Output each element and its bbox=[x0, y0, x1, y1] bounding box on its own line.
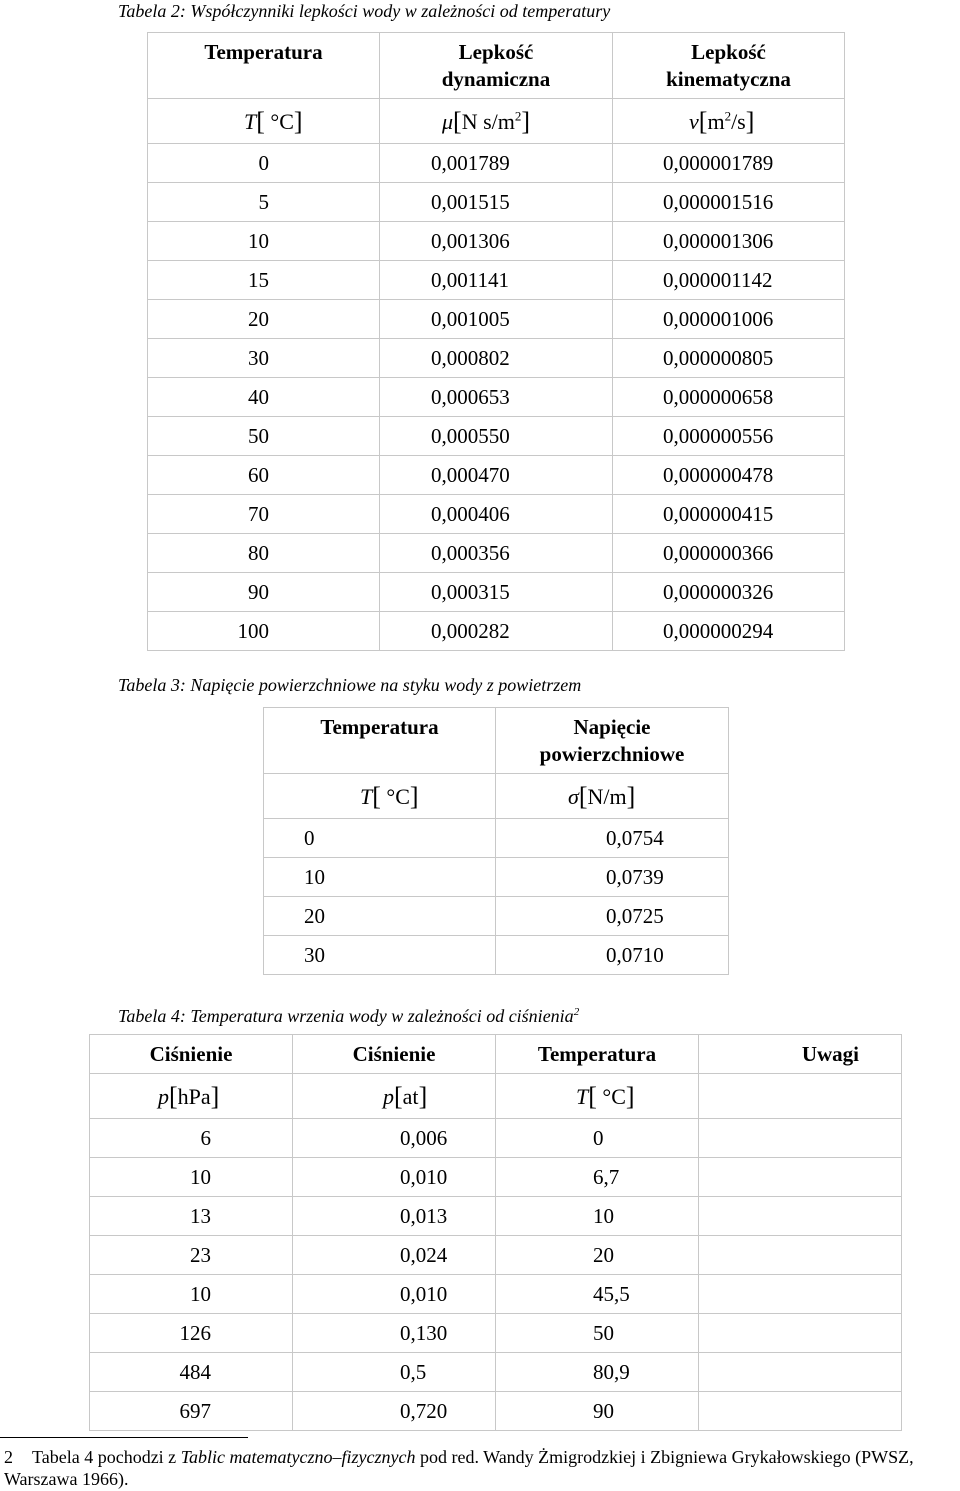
footnote: 2 Tabela 4 pochodzi z Tablic matematyczno–fizycznych pod red. Wandy Żmigrodzkiej i Zbigniewa Grykałowskiego (PWSZ, Warszawa 1966). bbox=[4, 1447, 914, 1489]
table-cell bbox=[699, 1314, 902, 1353]
table-cell: 0,000356 bbox=[380, 534, 613, 573]
unit-pressure-at: p[at] bbox=[293, 1074, 496, 1119]
footnote-separator bbox=[0, 1437, 248, 1438]
table-cell: 50 bbox=[496, 1314, 699, 1353]
table-row bbox=[90, 1119, 902, 1158]
table-cell: 0,000550 bbox=[380, 417, 613, 456]
table-row bbox=[90, 1197, 902, 1236]
table-row bbox=[90, 1275, 902, 1314]
table-cell: 20 bbox=[496, 1236, 699, 1275]
table-cell: 0,000315 bbox=[380, 573, 613, 612]
table-cell: 30 bbox=[148, 339, 380, 378]
boiling-point-table bbox=[89, 1034, 902, 1431]
table-row bbox=[148, 495, 845, 534]
table-row bbox=[90, 1353, 902, 1392]
table-cell: 6 bbox=[90, 1119, 293, 1158]
table-cell: 0,0754 bbox=[496, 819, 729, 858]
table-row bbox=[148, 222, 845, 261]
table-cell: 15 bbox=[148, 261, 380, 300]
table-cell: 0,0710 bbox=[496, 936, 729, 975]
table-row bbox=[148, 573, 845, 612]
unit-kinematic-viscosity: $v[m^2/s]$ bbox=[613, 99, 845, 144]
table-cell: 80,9 bbox=[496, 1353, 699, 1392]
table-cell: 0,000000658 bbox=[613, 378, 845, 417]
header-remarks: Uwagi bbox=[699, 1035, 902, 1074]
table-row bbox=[264, 897, 729, 936]
table-cell: 0,000282 bbox=[380, 612, 613, 651]
table2-caption: Tabela 2: Współczynniki lepkości wody w zależności od temperatury bbox=[118, 1, 611, 21]
table-cell: 20 bbox=[264, 897, 496, 936]
table-cell: 0 bbox=[148, 144, 380, 183]
table-cell: 90 bbox=[148, 573, 380, 612]
table-cell bbox=[699, 1353, 902, 1392]
table-cell bbox=[699, 1197, 902, 1236]
table-cell: 0,000001006 bbox=[613, 300, 845, 339]
table-cell: 23 bbox=[90, 1236, 293, 1275]
table-cell: 5 bbox=[148, 183, 380, 222]
table-cell: 0,001515 bbox=[380, 183, 613, 222]
table-cell: 40 bbox=[148, 378, 380, 417]
table-cell: 0,000802 bbox=[380, 339, 613, 378]
table-cell: 0,000653 bbox=[380, 378, 613, 417]
table-cell: 126 bbox=[90, 1314, 293, 1353]
table-cell: 0 bbox=[496, 1119, 699, 1158]
table-cell: 0,001789 bbox=[380, 144, 613, 183]
table-cell: 697 bbox=[90, 1392, 293, 1431]
table-cell: 0,000000366 bbox=[613, 534, 845, 573]
table-cell bbox=[699, 1158, 902, 1197]
footnote-number: 2 bbox=[4, 1447, 13, 1467]
viscosity-table bbox=[147, 32, 845, 651]
table-cell: 50 bbox=[148, 417, 380, 456]
table-cell: 60 bbox=[148, 456, 380, 495]
table-cell: 70 bbox=[148, 495, 380, 534]
table-cell: 30 bbox=[264, 936, 496, 975]
table-cell: 0,000000326 bbox=[613, 573, 845, 612]
table-row bbox=[90, 1236, 902, 1275]
table-cell: 0,0725 bbox=[496, 897, 729, 936]
table-cell: 0,000000556 bbox=[613, 417, 845, 456]
table-cell: 0,013 bbox=[293, 1197, 496, 1236]
table-cell: 0,000470 bbox=[380, 456, 613, 495]
table-row bbox=[148, 183, 845, 222]
table-cell: 0,000001306 bbox=[613, 222, 845, 261]
table-cell: 0,010 bbox=[293, 1158, 496, 1197]
table-cell: 10 bbox=[90, 1158, 293, 1197]
unit-temperature: T[ °C] bbox=[496, 1074, 699, 1119]
table-row bbox=[148, 378, 845, 417]
table-row bbox=[148, 261, 845, 300]
table-cell bbox=[699, 1119, 902, 1158]
footnote-book-title: Tablic matematyczno–fizycznych bbox=[180, 1447, 416, 1467]
table-cell: 0,130 bbox=[293, 1314, 496, 1353]
table-cell: 10 bbox=[148, 222, 380, 261]
table-row bbox=[90, 1314, 902, 1353]
header-kinematic-viscosity: Lepkość kinematyczna bbox=[613, 33, 845, 99]
table4-caption: Tabela 4: Temperatura wrzenia wody w zależności od ciśnienia$^2$ bbox=[118, 1006, 580, 1026]
table-cell: 10 bbox=[90, 1275, 293, 1314]
table-cell bbox=[699, 1392, 902, 1431]
table-row bbox=[148, 417, 845, 456]
table-row bbox=[264, 819, 729, 858]
surface-tension-table bbox=[263, 707, 729, 975]
header-temperature: Temperatura bbox=[148, 33, 380, 99]
table-cell: 0,000000478 bbox=[613, 456, 845, 495]
table-cell: 45,5 bbox=[496, 1275, 699, 1314]
unit-temperature: T[ °C] bbox=[148, 99, 380, 144]
header-surface-tension: Napięcie powierzchniowe bbox=[496, 708, 729, 774]
header-pressure-at: Ciśnienie bbox=[293, 1035, 496, 1074]
table-cell: 484 bbox=[90, 1353, 293, 1392]
table-cell: 0,000000294 bbox=[613, 612, 845, 651]
table-row bbox=[264, 936, 729, 975]
table-cell: 10 bbox=[264, 858, 496, 897]
table-row bbox=[148, 612, 845, 651]
table-cell: 100 bbox=[148, 612, 380, 651]
table-cell: 0,000000415 bbox=[613, 495, 845, 534]
table-cell: 0 bbox=[264, 819, 496, 858]
table-cell bbox=[699, 1236, 902, 1275]
table-cell: 0,006 bbox=[293, 1119, 496, 1158]
unit-temperature: T[ °C] bbox=[264, 774, 496, 819]
table-cell: 10 bbox=[496, 1197, 699, 1236]
header-dynamic-viscosity: Lepkość dynamiczna bbox=[380, 33, 613, 99]
table-cell: 20 bbox=[148, 300, 380, 339]
table-cell: 80 bbox=[148, 534, 380, 573]
table-cell: 13 bbox=[90, 1197, 293, 1236]
header-temperature: Temperatura bbox=[264, 708, 496, 774]
table-row bbox=[90, 1392, 902, 1431]
table-cell: 0,010 bbox=[293, 1275, 496, 1314]
unit-pressure-hpa: p[hPa] bbox=[90, 1074, 293, 1119]
unit-surface-tension: σ[N/m] bbox=[496, 774, 729, 819]
table-row bbox=[148, 300, 845, 339]
table-cell bbox=[699, 1275, 902, 1314]
table-row bbox=[90, 1158, 902, 1197]
footnote-reference: 2 bbox=[573, 1006, 580, 1018]
table-cell: 0,001005 bbox=[380, 300, 613, 339]
table-cell: 0,000001516 bbox=[613, 183, 845, 222]
table-cell: 0,0739 bbox=[496, 858, 729, 897]
table-cell: 0,001141 bbox=[380, 261, 613, 300]
table-cell: 90 bbox=[496, 1392, 699, 1431]
header-pressure-hpa: Ciśnienie bbox=[90, 1035, 293, 1074]
table-row bbox=[148, 144, 845, 183]
table-cell: 0,001306 bbox=[380, 222, 613, 261]
table-cell: 0,000001142 bbox=[613, 261, 845, 300]
header-temperature: Temperatura bbox=[496, 1035, 699, 1074]
table-cell: 0,5 bbox=[293, 1353, 496, 1392]
table-row bbox=[148, 456, 845, 495]
table-cell: 0,000001789 bbox=[613, 144, 845, 183]
table-row bbox=[264, 858, 729, 897]
table3-caption: Tabela 3: Napięcie powierzchniowe na styku wody z powietrzem bbox=[118, 675, 582, 695]
unit-dynamic-viscosity: μ[N $s/m^2$] bbox=[380, 99, 613, 144]
table-cell: 0,024 bbox=[293, 1236, 496, 1275]
table-cell: 0,720 bbox=[293, 1392, 496, 1431]
table-cell: 0,000406 bbox=[380, 495, 613, 534]
table-row bbox=[148, 339, 845, 378]
table-row bbox=[148, 534, 845, 573]
unit-remarks-empty bbox=[699, 1074, 902, 1119]
table-cell: 0,000000805 bbox=[613, 339, 845, 378]
table-cell: 6,7 bbox=[496, 1158, 699, 1197]
